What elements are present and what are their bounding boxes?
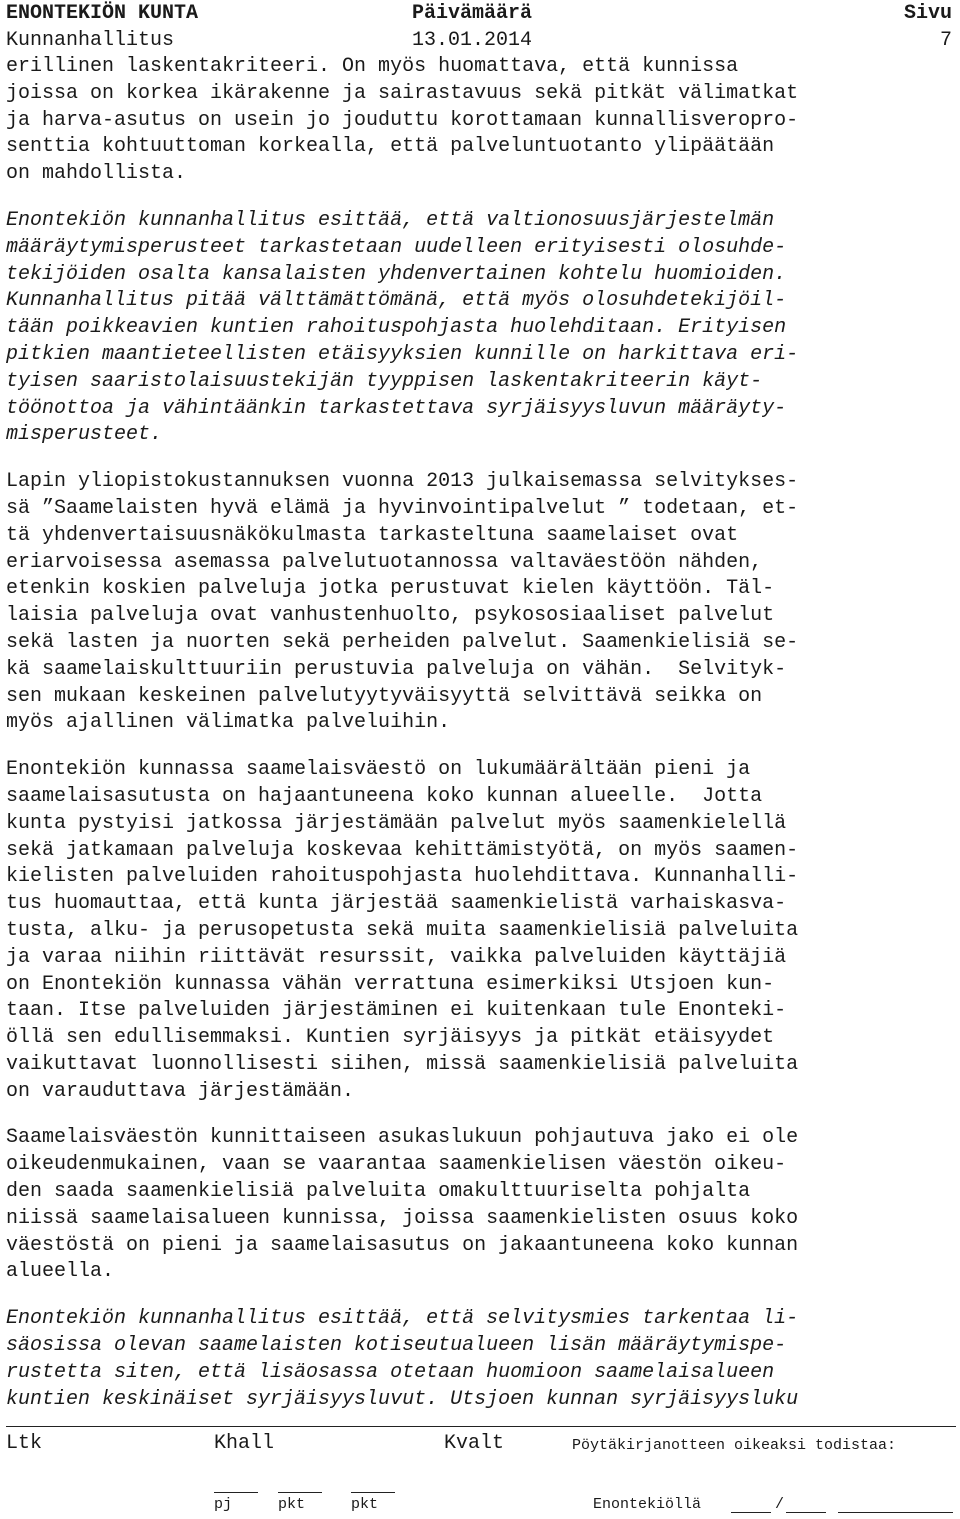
page-header: [6, 0, 952, 54]
text-line: laisia palveluja ovat vanhustenhuolto, psykososiaaliset palvelut: [6, 604, 775, 628]
text-line: sekä lasten ja nuorten sekä perheiden palvelut. Saamenkielisiä se-: [6, 630, 799, 654]
text-line: tään poikkeavien kuntien rahoituspohjasta huolehditaan. Erityisen: [6, 316, 787, 340]
text-line: sekä jatkamaan palveluja koskevaa kehittämistyötä, on myös saamen-: [6, 838, 799, 862]
text-line: pitkien maantieteellisten etäisyyksien kunnille on harkittava eri-: [6, 342, 799, 366]
text-line: määräytymisperusteet tarkastetaan uudelleen erityisesti olosuhde-: [6, 235, 787, 259]
footer-pkt-1: pkt: [278, 1496, 306, 1513]
text-line: niissä saamelaisalueen kunnissa, joissa saamenkielisten osuus koko: [6, 1206, 799, 1230]
text-line: sä ”Saamelaisten hyvä elämä ja hyvinvointipalvelut ” todetaan, et-: [6, 496, 799, 520]
date-label: Päivämäärä: [412, 2, 533, 25]
text-line: tä yhdenvertaisuusnäkökulmasta tarkasteltuna saamelaiset ovat: [6, 523, 739, 547]
footer-divider: [6, 1426, 956, 1427]
paragraph: [6, 1125, 956, 1286]
text-line: ja harva-asutus on usein jo jouduttu korottamaan kunnallisveropro-: [6, 108, 799, 132]
text-line: oikeudenmukainen, vaan se vaarantaa saamenkielisen väestön oikeu-: [6, 1153, 787, 1177]
text-line: vaikuttavat luonnollisesti siihen, missä saamenkielisiä palveluita: [6, 1052, 799, 1076]
footer-place: Enontekiöllä: [593, 1496, 702, 1513]
text-line: myös ajallinen välimatka palveluihin.: [6, 711, 451, 735]
text-line: väestöstä on pieni ja saamelaisasutus on jakaantuneena koko kunnan: [6, 1233, 799, 1257]
text-line: säosissa olevan saamelaisten kotiseutualueen lisän määräytymispe-: [6, 1334, 787, 1358]
footer-khall: Khall: [214, 1432, 275, 1455]
footer-kvalt: Kvalt: [444, 1432, 505, 1455]
text-line: on varauduttava järjestämään.: [6, 1079, 355, 1103]
page-label: Sivu: [903, 2, 952, 25]
footer-pj: pj: [214, 1496, 233, 1513]
date-line-day: [731, 1512, 771, 1513]
text-line: rustetta siten, että lisäosassa otetaan huomioon saamelaisalueen: [6, 1360, 775, 1384]
text-line: tyisen saaristolaisuustekijän tyyppisen laskentakriteerin käyt-: [6, 369, 763, 393]
header-row-1: [6, 0, 952, 27]
text-line: saamelaisasutusta on hajaantuneena koko kunnan alueelle. Jotta: [6, 784, 763, 808]
document-body: [6, 54, 956, 1433]
text-line: tekijöiden osalta kansalaisten yhdenvertainen kohtelu huomioiden.: [6, 262, 787, 286]
text-line: Enontekiön kunnassa saamelaisväestö on lukumäärältään pieni ja: [6, 758, 751, 782]
text-line: kuntien keskinäiset syrjäisyysluvut. Utsjoen kunnan syrjäisyysluku: [6, 1387, 799, 1411]
text-line: kunta pystyisi jatkossa järjestämään palvelut myös saamenkielellä: [6, 811, 787, 835]
paragraph: [6, 1306, 956, 1413]
text-line: joissa on korkea ikärakenne ja sairastavuus sekä pitkät välimatkat: [6, 81, 799, 105]
text-line: Kunnanhallitus pitää välttämättömänä, että myös olosuhdetekijöil-: [6, 289, 787, 313]
signature-line-pkt-1: [278, 1492, 322, 1493]
paragraph: [6, 54, 956, 188]
municipality-name: ENONTEKIÖN KUNTA: [6, 2, 199, 25]
date-line-year: [838, 1512, 953, 1513]
text-line: ja varaa niihin riittävät resurssit, vaikka palveluiden käyttäjiä: [6, 945, 787, 969]
date-line-month: [786, 1512, 826, 1513]
text-line: kielisten palveluiden rahoituspohjasta huolehdittava. Kunnanhalli-: [6, 865, 799, 889]
text-line: Enontekiön kunnanhallitus esittää, että valtionosuusjärjestelmän: [6, 208, 775, 232]
footer-certify: Pöytäkirjanotteen oikeaksi todistaa:: [572, 1437, 897, 1454]
text-line: töönottoa ja vähintäänkin tarkastettava syrjäisyysluvun määräyty-: [6, 396, 787, 420]
text-line: eriarvoisessa asemassa palvelutuotannossa valtaväestöön nähden,: [6, 550, 763, 574]
footer-slash: /: [775, 1496, 785, 1513]
text-line: tus huomauttaa, että kunta järjestää saamenkielistä varhaiskasva-: [6, 892, 787, 916]
text-line: Enontekiön kunnanhallitus esittää, että selvitysmies tarkentaa li-: [6, 1307, 799, 1331]
footer-ltk: Ltk: [6, 1432, 43, 1455]
date-value: 13.01.2014: [412, 29, 533, 52]
text-line: den saada saamenkielisiä palveluita omakulttuuriselta pohjalta: [6, 1180, 751, 1204]
text-line: Saamelaisväestön kunnittaiseen asukaslukuun pohjautuva jako ei ole: [6, 1126, 799, 1150]
paragraph: [6, 757, 956, 1105]
text-line: on mahdollista.: [6, 162, 187, 186]
text-line: on Enontekiön kunnassa vähän verrattuna esimerkiksi Utsjoen kun-: [6, 972, 775, 996]
text-line: misperusteet.: [6, 423, 163, 447]
text-line: öllä sen edullisemmaksi. Kuntien syrjäisyys ja pitkät etäisyydet: [6, 1026, 775, 1050]
text-line: etenkin koskien palveluja jotka perustuvat kielen käyttöön. Täl-: [6, 577, 775, 601]
text-line: kä saamelaiskulttuuriin perustuvia palveluja on vähän. Selvityk-: [6, 657, 787, 681]
text-line: tusta, alku- ja perusopetusta sekä muita saamenkielisiä palveluita: [6, 918, 799, 942]
footer-pkt-2: pkt: [351, 1496, 379, 1513]
text-line: taan. Itse palveluiden järjestäminen ei kuitenkaan tule Enonteki-: [6, 999, 787, 1023]
paragraph: [6, 208, 956, 449]
header-row-2: [6, 27, 952, 54]
text-line: sen mukaan keskeinen palvelutyytyväisyyttä selvittävä seikka on: [6, 684, 763, 708]
text-line: senttia kohtuuttoman korkealla, että palveluntuotanto ylipäätään: [6, 135, 775, 159]
signature-line-pkt-2: [351, 1492, 395, 1493]
text-line: Lapin yliopistokustannuksen vuonna 2013 julkaisemassa selvitykses-: [6, 470, 799, 494]
text-line: erillinen laskentakriteeri. On myös huomattava, että kunnissa: [6, 55, 739, 78]
body-name: Kunnanhallitus: [6, 29, 175, 52]
page-number: 7: [939, 29, 952, 52]
text-line: alueella.: [6, 1260, 115, 1284]
paragraph: [6, 469, 956, 737]
page-footer: [0, 1432, 960, 1519]
signature-line-pj: [214, 1492, 258, 1493]
